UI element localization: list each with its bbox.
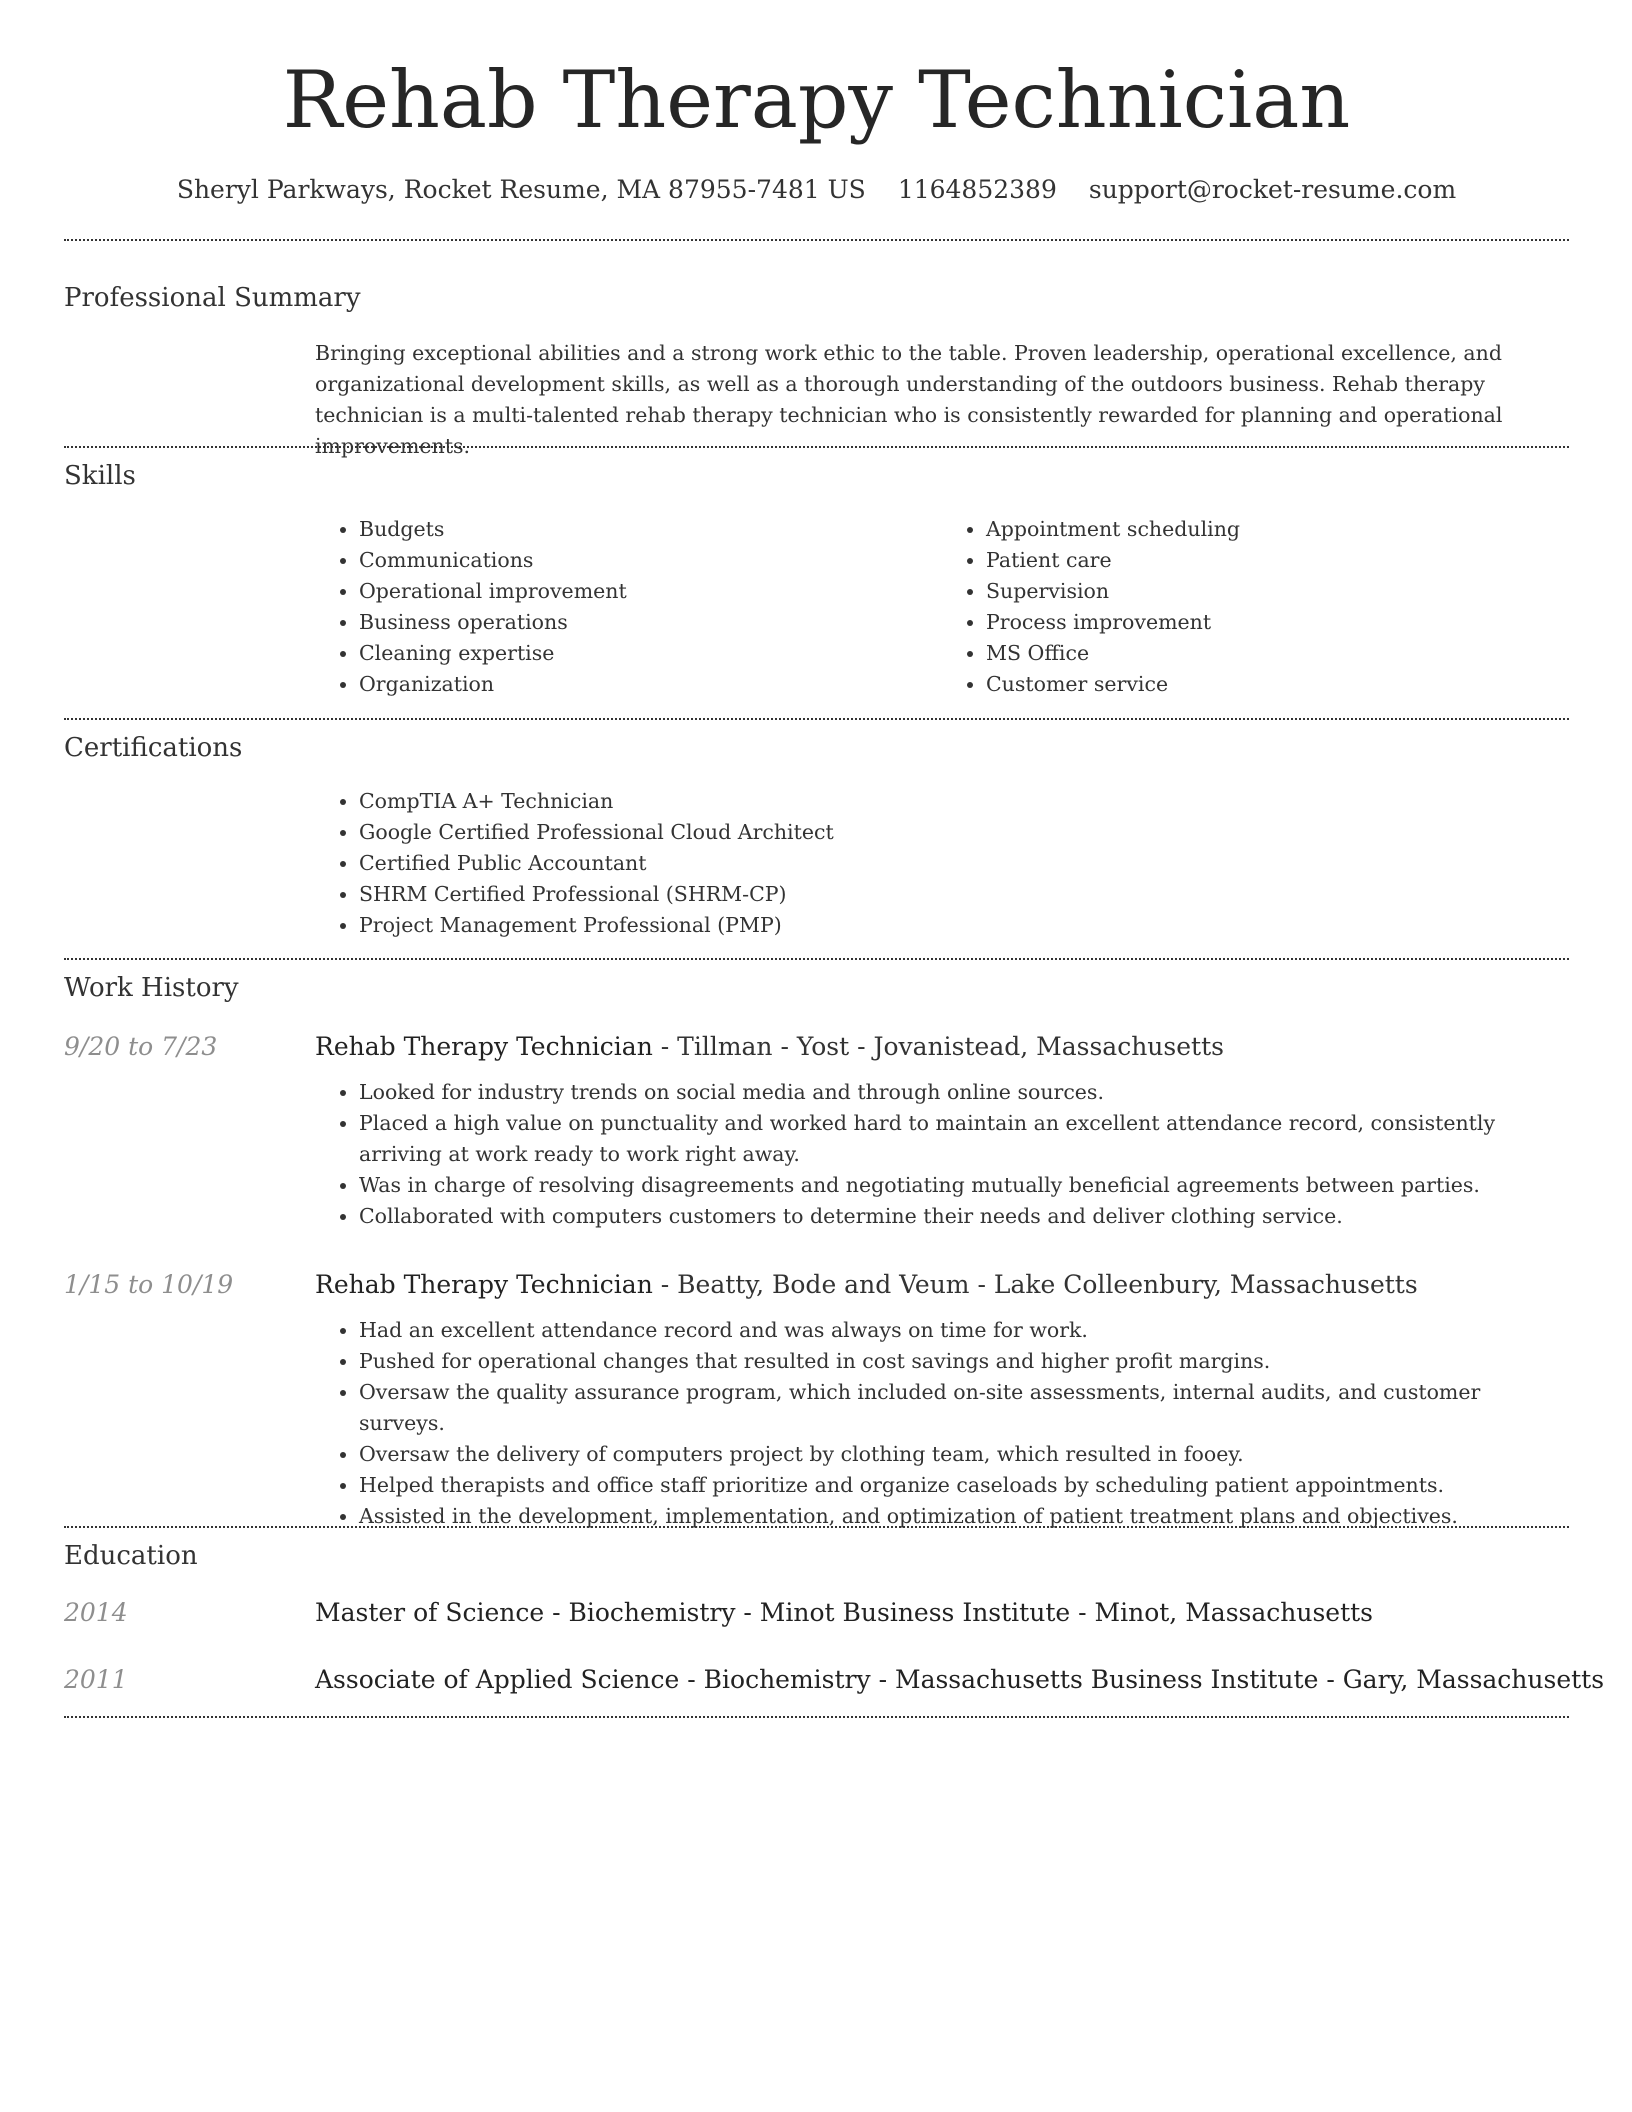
list-item: • Budgets [359,514,942,545]
list-item: • Customer service [986,669,1569,700]
divider [64,1716,1569,1718]
skills-column-right [942,514,1569,700]
list-item: • Assisted in the development, implementation, and optimization of patient treatment plans and objectives. [359,1501,1569,1532]
list-item: • Communications [359,545,942,576]
education-entry: Master of Science - Biochemistry - Minot Business Institute - Minot, Massachusetts [315,1598,1374,1627]
list-item: • Had an excellent attendance record and was always on time for work. [359,1315,1569,1346]
contact-phone: 1164852389 [897,175,1057,204]
list-item: • Organization [359,669,942,700]
list-item: • Google Certified Professional Cloud Architect [359,817,1569,848]
divider [64,958,1569,960]
education-heading: Education [64,1541,198,1571]
contact-address: Sheryl Parkways, Rocket Resume, MA 87955-7481 US [176,175,866,204]
job-heading [315,1029,1569,1065]
education-entry: Associate of Applied Science - Biochemistry - Massachusetts Business Institute - Gary, Massachusetts [315,1665,1605,1694]
list-item: • Cleaning expertise [359,638,942,669]
list-item: • Process improvement [986,607,1569,638]
list-item: • Business operations [359,607,942,638]
list-item: • Collaborated with computers customers to determine their needs and deliver clothing service. [359,1201,1569,1232]
list-item: • Supervision [986,576,1569,607]
list-item: • Project Management Professional (PMP) [359,910,1569,941]
job-bullets [315,1077,1569,1232]
contact-line [64,170,1569,210]
work-history-heading: Work History [64,973,239,1003]
list-item: • CompTIA A+ Technician [359,786,1569,817]
list-item: • Helped therapists and office staff prioritize and organize caseloads by scheduling patient appointments. [359,1470,1569,1501]
list-item: • Pushed for operational changes that resulted in cost savings and higher profit margins. [359,1346,1569,1377]
resume-title: Rehab Therapy Technician [282,54,1351,146]
job-company: - Beatty, Bode and Veum - Lake Colleenbury, Massachusetts [652,1270,1418,1299]
education-year: 2011 [64,1665,128,1694]
skills-column-left [315,514,942,700]
resume-page [64,0,1605,2112]
job-role: Rehab Therapy Technician [315,1270,653,1299]
job-dates: 1/15 to 10/19 [64,1270,234,1299]
education-year: 2014 [64,1598,128,1627]
divider [64,1526,1569,1528]
job-dates: 9/20 to 7/23 [64,1032,218,1061]
job-entry [315,1029,1569,1232]
job-heading [315,1267,1569,1303]
skills-heading: Skills [64,461,136,491]
list-item: • Oversaw the delivery of computers project by clothing team, which resulted in fooey. [359,1439,1569,1470]
list-item: • Looked for industry trends on social media and through online sources. [359,1077,1569,1108]
divider [64,446,1569,448]
job-company: - Tillman - Yost - Jovanistead, Massachusetts [652,1032,1224,1061]
certifications-heading: Certifications [64,733,243,763]
certifications-list [315,786,1569,941]
list-item: • Appointment scheduling [986,514,1569,545]
divider [64,239,1569,241]
summary-section [315,338,1569,462]
job-bullets [315,1315,1569,1532]
job-entry [315,1267,1569,1532]
list-item: • Patient care [986,545,1569,576]
summary-heading: Professional Summary [64,283,361,313]
list-item: • MS Office [986,638,1569,669]
list-item: • Oversaw the quality assurance program, which included on-site assessments, internal audits, and customer surveys. [359,1377,1569,1439]
list-item: • Certified Public Accountant [359,848,1569,879]
list-item: • Placed a high value on punctuality and worked hard to maintain an excellent attendance record, consistently arriving at work ready to work right away. [359,1108,1569,1170]
list-item: • Was in charge of resolving disagreements and negotiating mutually beneficial agreements between parties. [359,1170,1569,1201]
list-item: • Operational improvement [359,576,942,607]
contact-email: support@rocket-resume.com [1088,175,1457,204]
divider [64,718,1569,720]
job-role: Rehab Therapy Technician [315,1032,653,1061]
skills-list [315,514,1569,700]
list-item: • SHRM Certified Professional (SHRM-CP) [359,879,1569,910]
summary-text: Bringing exceptional abilities and a strong work ethic to the table. Proven leadership, operational excellence, and organizational development skills, as well as a thorough understanding of the outdoors business. Rehab therapy technician is a multi-talented rehab therapy technician who is consistently rewarded for planning and operational improvements. [315,341,1503,458]
